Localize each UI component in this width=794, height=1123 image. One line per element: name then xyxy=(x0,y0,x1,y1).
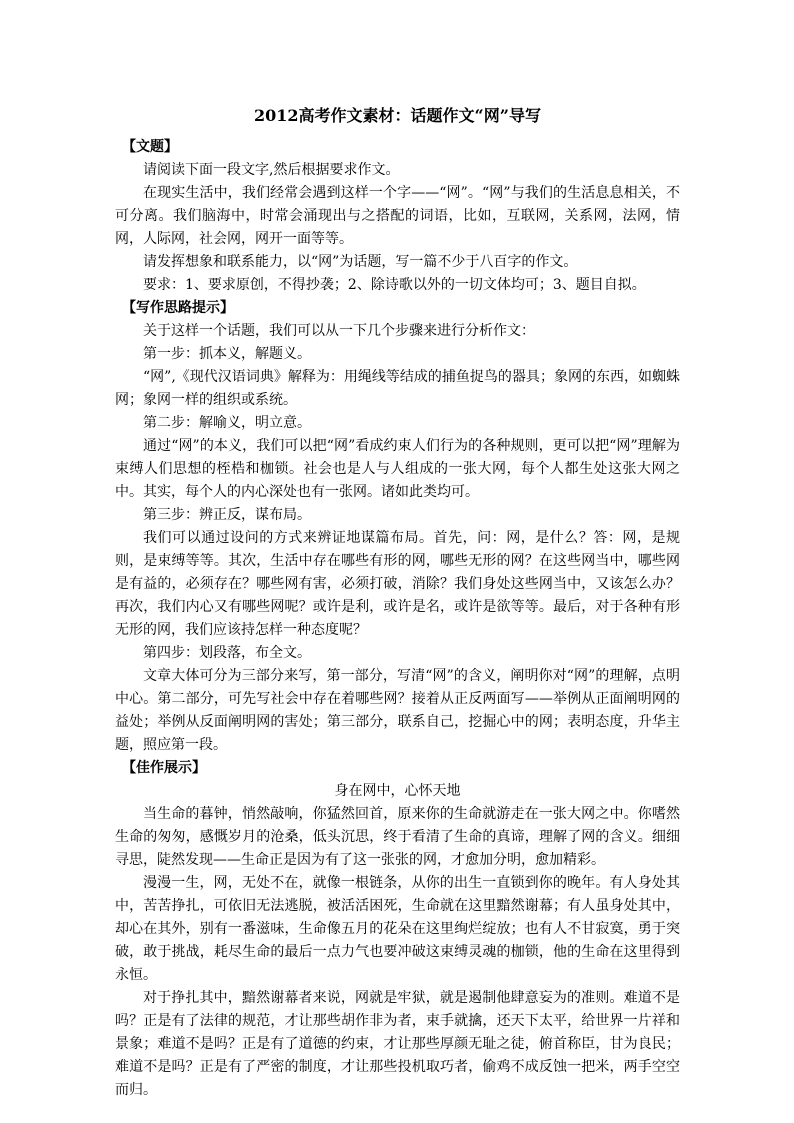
paragraph: 关于这样一个话题，我们可以从一下几个步骤来进行分析作文： xyxy=(143,323,535,339)
section-heading-writing-tips: 【写作思路提示】 xyxy=(122,300,234,316)
paragraph: 请阅读下面一段文字,然后根据要求作文。 xyxy=(143,162,400,178)
paragraph: “网”,《现代汉语词典》解释为：用绳线等结成的捕鱼捉鸟的器具；象网的东西，如蜘蛛网；象网一样的组织或系统。 xyxy=(115,369,680,408)
paragraph: 文章大体可分为三部分来写，第一部分，写清“网”的含义，阐明你对“网”的理解，点明中心。第二部分，可先写社会中存在着哪些网？接着从正反两面写——举例从正面阐明网的益处；举例从反面阐明网的害处；第三部分，联系自己，挖掘心中的网；表明态度，升华主题，照应第一段。 xyxy=(115,668,680,753)
paragraph: 我们可以通过设问的方式来辨证地谋篇布局。首先，问：网，是什么？答：网，是规则，是束缚等等。其次，生活中存在哪些有形的网，哪些无形的网？在这些网当中，哪些网是有益的，必须存在？哪些网有害，必须打破，消除？我们身处这些网当中，又该怎么办？再次，我们内心又有哪些网呢？或许是利，或许是名，或许是欲等等。最后，对于各种有形无形的网，我们应该持怎样一种态度呢？ xyxy=(115,530,680,638)
paragraph: 第四步：划段落，布全文。 xyxy=(143,645,311,661)
paragraph: 第二步：解喻义，明立意。 xyxy=(143,415,311,431)
paragraph: 漫漫一生，网，无处不在，就像一根链条，从你的出生一直锁到你的晚年。有人身处其中，苦苦挣扎，可依旧无法逃脱，被活活困死，生命就在这里黯然谢幕；有人虽身处其中，却心在其外，别有一番滋味，生命像五月的花朵在这里绚烂绽放；也有人不甘寂寞，勇于突破，敢于挑战，耗尽生命的最后一点力气也要冲破这束缚灵魂的枷锁，他的生命在这里得到永恒。 xyxy=(115,875,680,983)
essay-title: 身在网中，心怀天地 xyxy=(334,783,461,799)
paragraph: 要求：1、要求原创，不得抄袭；2、除诗歌以外的一切文体均可；3、题目自拟。 xyxy=(143,277,646,293)
section-topic xyxy=(115,136,680,297)
paragraph: 第一步：抓本义，解题义。 xyxy=(143,346,311,362)
paragraph: 请发挥想象和联系能力，以“网”为话题，写一篇不少于八百字的作文。 xyxy=(143,254,578,270)
paragraph: 第三步：辨正反，谋布局。 xyxy=(143,507,311,523)
document-title: 2012高考作文素材：话题作文“网”导写 xyxy=(254,106,541,125)
section-sample-essay xyxy=(115,757,680,1102)
paragraph: 对于挣扎其中，黯然谢幕者来说，网就是牢狱，就是遏制他肆意妄为的准则。难道不是吗？正是有了法律的规范，才让那些胡作非为者，束手就擒，还天下太平，给世界一片祥和景象；难道不是吗？正是有了道德的约束，才让那些厚颜无耻之徒，俯首称臣，甘为良民；难道不是吗？正是有了严密的制度，才让那些投机取巧者，偷鸡不成反蚀一把米，两手空空而归。 xyxy=(115,990,680,1098)
paragraph: 当生命的暮钟，悄然敲响，你猛然回首，原来你的生命就游走在一张大网之中。你嗜然生命的匆匆，感慨岁月的沧桑，低头沉思，终于看清了生命的真谛，理解了网的含义。细细寻思，陡然发现——生命正是因为有了这一张张的网，才愈加分明，愈加精彩。 xyxy=(115,806,680,868)
section-heading-sample-essay: 【佳作展示】 xyxy=(122,760,206,776)
paragraph: 通过“网”的本义，我们可以把“网”看成约束人们行为的各种规则，更可以把“网”理解为束缚人们思想的桎梏和枷锁。社会也是人与人组成的一张大网，每个人都生处这张大网之中。其实，每个人的内心深处也有一张网。诸如此类均可。 xyxy=(115,438,680,500)
document-page xyxy=(115,100,680,1102)
section-heading-topic: 【文题】 xyxy=(122,139,178,155)
section-writing-tips xyxy=(115,297,680,757)
paragraph: 在现实生活中，我们经常会遇到这样一个字——“网”。“网”与我们的生活息息相关，不可分离。我们脑海中，时常会涌现出与之搭配的词语，比如，互联网，关系网，法网，情网，人际网，社会网，网开一面等等。 xyxy=(115,185,680,247)
